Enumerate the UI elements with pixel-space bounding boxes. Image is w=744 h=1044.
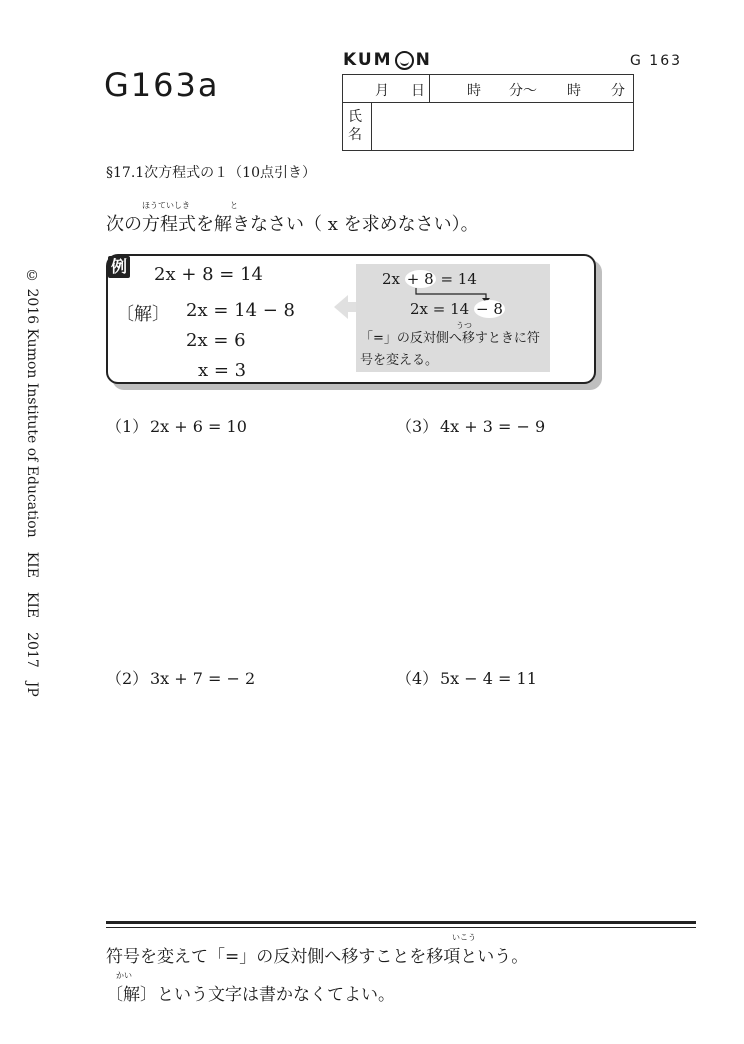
ruby-ikou: いこう [452, 933, 476, 942]
example-kai-label: 〔解〕 [116, 304, 170, 325]
month-label: 月 [375, 83, 389, 99]
example-badge: 例 [108, 256, 130, 278]
date-divider [429, 75, 430, 102]
example-step-3: x = 3 [198, 360, 247, 381]
logo-text-left: KUM [343, 50, 393, 70]
name-divider [371, 102, 372, 150]
problem-1-number: （1） [106, 417, 149, 436]
problem-1 [106, 414, 247, 437]
problem-4 [396, 666, 537, 689]
footer-rule-thin [106, 927, 696, 928]
problem-2-number: （2） [106, 669, 149, 688]
panel-eq1-rhs: = 14 [435, 270, 477, 288]
example-step-2: 2x = 6 [186, 330, 246, 351]
problem-3 [396, 414, 545, 437]
problem-4-equation: 5x − 4 = 11 [440, 669, 537, 688]
section-title: §17.1次方程式の１（10点引き） [106, 165, 316, 181]
date-row [343, 75, 633, 103]
minute-end-label: 分 [611, 83, 625, 99]
name-label: 氏名 [348, 109, 362, 143]
ruby-to: と [230, 201, 238, 210]
panel-eq2-highlight: − 8 [475, 300, 503, 318]
date-name-box [342, 74, 634, 151]
arrow-left-tail [348, 302, 356, 312]
corner-code: G 163 [630, 53, 683, 69]
problem-3-equation: 4x + 3 = − 9 [440, 417, 546, 436]
panel-eq1-lhs: 2x [382, 270, 401, 288]
ruby-kai: かい [116, 971, 132, 980]
copyright-notice: © 2016 Kumon Institute of Education KIE KIE 2017 JP [24, 268, 40, 697]
panel-ruby-utsu: うつ [456, 321, 472, 330]
sheet-code: G163a [104, 66, 220, 104]
instruction [106, 201, 479, 236]
footer-line-2: 〔解〕という文字は書かなくてよい。 [106, 985, 395, 1005]
minute-start-label: 分〜 [509, 83, 537, 99]
footer-line-1: 符号を変えて「=」の反対側へ移すことを移項という。 [106, 947, 529, 967]
problem-2 [106, 666, 255, 689]
arrow-left-icon [334, 295, 348, 319]
hour-end-label: 時 [567, 83, 581, 99]
problem-1-equation: 2x + 6 = 10 [150, 417, 247, 436]
panel-equation-2 [410, 300, 505, 318]
instruction-text: 次の方程式を解きなさい（ x を求めなさい）。 [106, 214, 479, 235]
hour-start-label: 時 [467, 83, 481, 99]
kumon-logo [343, 50, 432, 70]
problem-4-number: （4） [396, 669, 439, 688]
panel-eq2-main: 2x = 14 [410, 300, 470, 318]
day-label: 日 [411, 83, 425, 99]
ruby-houteishiki: ほうていしき [142, 201, 190, 210]
panel-note: 「=」の反対側へ移すときに符号を変える。 [360, 331, 540, 368]
footer-rule-thick [106, 921, 696, 924]
logo-text-right: N [415, 50, 432, 70]
example-problem: 2x + 8 = 14 [154, 264, 264, 285]
problem-3-number: （3） [396, 417, 439, 436]
problem-2-equation: 3x + 7 = − 2 [150, 669, 256, 688]
example-step-1: 2x = 14 − 8 [186, 300, 296, 321]
panel-eq1-highlight: + 8 [406, 270, 434, 288]
logo-smile-icon [395, 51, 414, 70]
